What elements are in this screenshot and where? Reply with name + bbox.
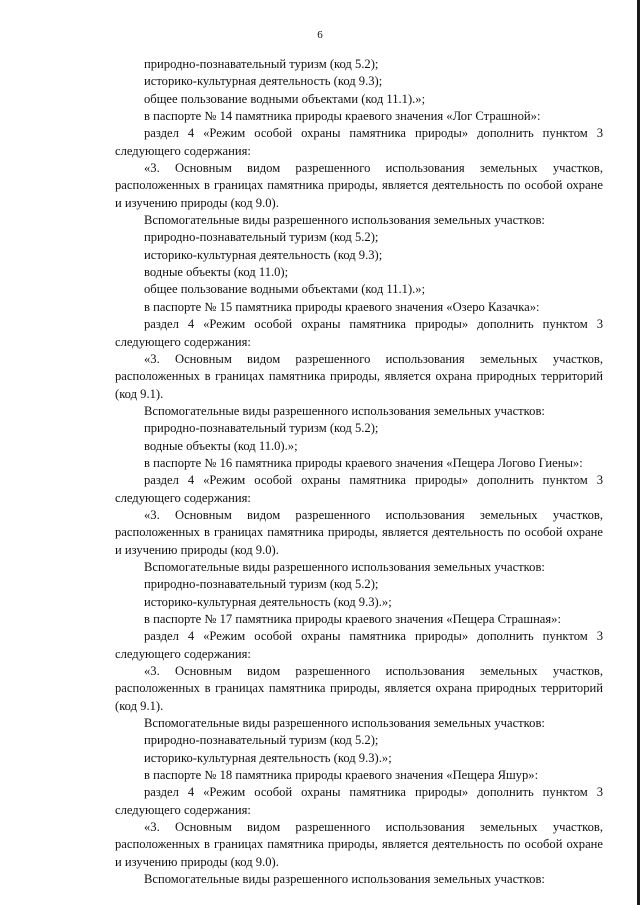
paragraph: общее пользование водными объектами (код 11.1).»; [144, 91, 426, 106]
paragraph: природно-познавательный туризм (код 5.2); [144, 57, 379, 71]
paragraph: водные объекты (код 11.0); [144, 265, 289, 280]
page-number: 6 [317, 29, 323, 41]
paragraph: историко-культурная деятельность (код 9.3).»; [144, 594, 392, 609]
paragraph: природно-познавательный туризм (код 5.2); [144, 230, 379, 245]
paragraph: в паспорте № 15 памятника природы краевого значения «Озеро Казачка»: [144, 299, 540, 314]
paragraph: «3. Основным видом разрешенного использования земельных участков, расположенных в границах памятника природы, является деятельность по особой охране и изучению природы (код 9.0). [115, 161, 603, 210]
paragraph: раздел 4 «Режим особой охраны памятника природы» дополнить пунктом 3 следующего содержания: [115, 629, 603, 661]
paragraph: водные объекты (код 11.0).»; [144, 438, 298, 453]
paragraph: раздел 4 «Режим особой охраны памятника природы» дополнить пунктом 3 следующего содержания: [115, 785, 603, 817]
paragraph: Вспомогательные виды разрешенного использования земельных участков: [144, 872, 545, 887]
paragraph: Вспомогательные виды разрешенного использования земельных участков: [144, 403, 545, 418]
paragraph: в паспорте № 16 памятника природы краевого значения «Пещера Логово Гиены»: [144, 455, 583, 470]
paragraph: в паспорте № 14 памятника природы краевого значения «Лог Страшной»: [144, 109, 541, 124]
paragraph: природно-познавательный туризм (код 5.2); [144, 577, 379, 592]
document-body [115, 56, 603, 889]
paragraph: историко-культурная деятельность (код 9.3); [144, 247, 383, 262]
paragraph: историко-культурная деятельность (код 9.3); [144, 74, 383, 89]
paragraph: раздел 4 «Режим особой охраны памятника природы» дополнить пунктом 3 следующего содержания: [115, 126, 603, 158]
paragraph: природно-познавательный туризм (код 5.2); [144, 733, 379, 748]
paragraph: в паспорте № 17 памятника природы краевого значения «Пещера Страшная»: [144, 612, 561, 626]
paragraph: Вспомогательные виды разрешенного использования земельных участков: [144, 716, 545, 731]
paragraph: в паспорте № 18 памятника природы краевого значения «Пещера Яшур»: [144, 768, 539, 783]
paragraph: Вспомогательные виды разрешенного использования земельных участков: [144, 213, 545, 228]
paragraph: «3. Основным видом разрешенного использования земельных участков, расположенных в границах памятника природы, является охрана природных территорий (код 9.1). [115, 351, 603, 401]
paragraph: «3. Основным видом разрешенного использования земельных участков, расположенных в границах памятника природы, является охрана природных территорий (код 9.1). [115, 664, 603, 713]
paragraph: раздел 4 «Режим особой охраны памятника природы» дополнить пунктом 3 следующего содержания: [115, 473, 603, 505]
paragraph: общее пользование водными объектами (код 11.1).»; [144, 282, 426, 297]
paragraph: природно-познавательный туризм (код 5.2); [144, 421, 379, 436]
paragraph: историко-культурная деятельность (код 9.3).»; [144, 750, 392, 765]
paragraph: «3. Основным видом разрешенного использования земельных участков, расположенных в границах памятника природы, является деятельность по особой охране и изучению природы (код 9.0). [115, 820, 603, 869]
paragraph: «3. Основным видом разрешенного использования земельных участков, расположенных в границах памятника природы, является деятельность по особой охране и изучению природы (код 9.0). [115, 507, 603, 557]
paragraph: раздел 4 «Режим особой охраны памятника природы» дополнить пунктом 3 следующего содержания: [115, 317, 603, 349]
paragraph: Вспомогательные виды разрешенного использования земельных участков: [144, 559, 545, 574]
